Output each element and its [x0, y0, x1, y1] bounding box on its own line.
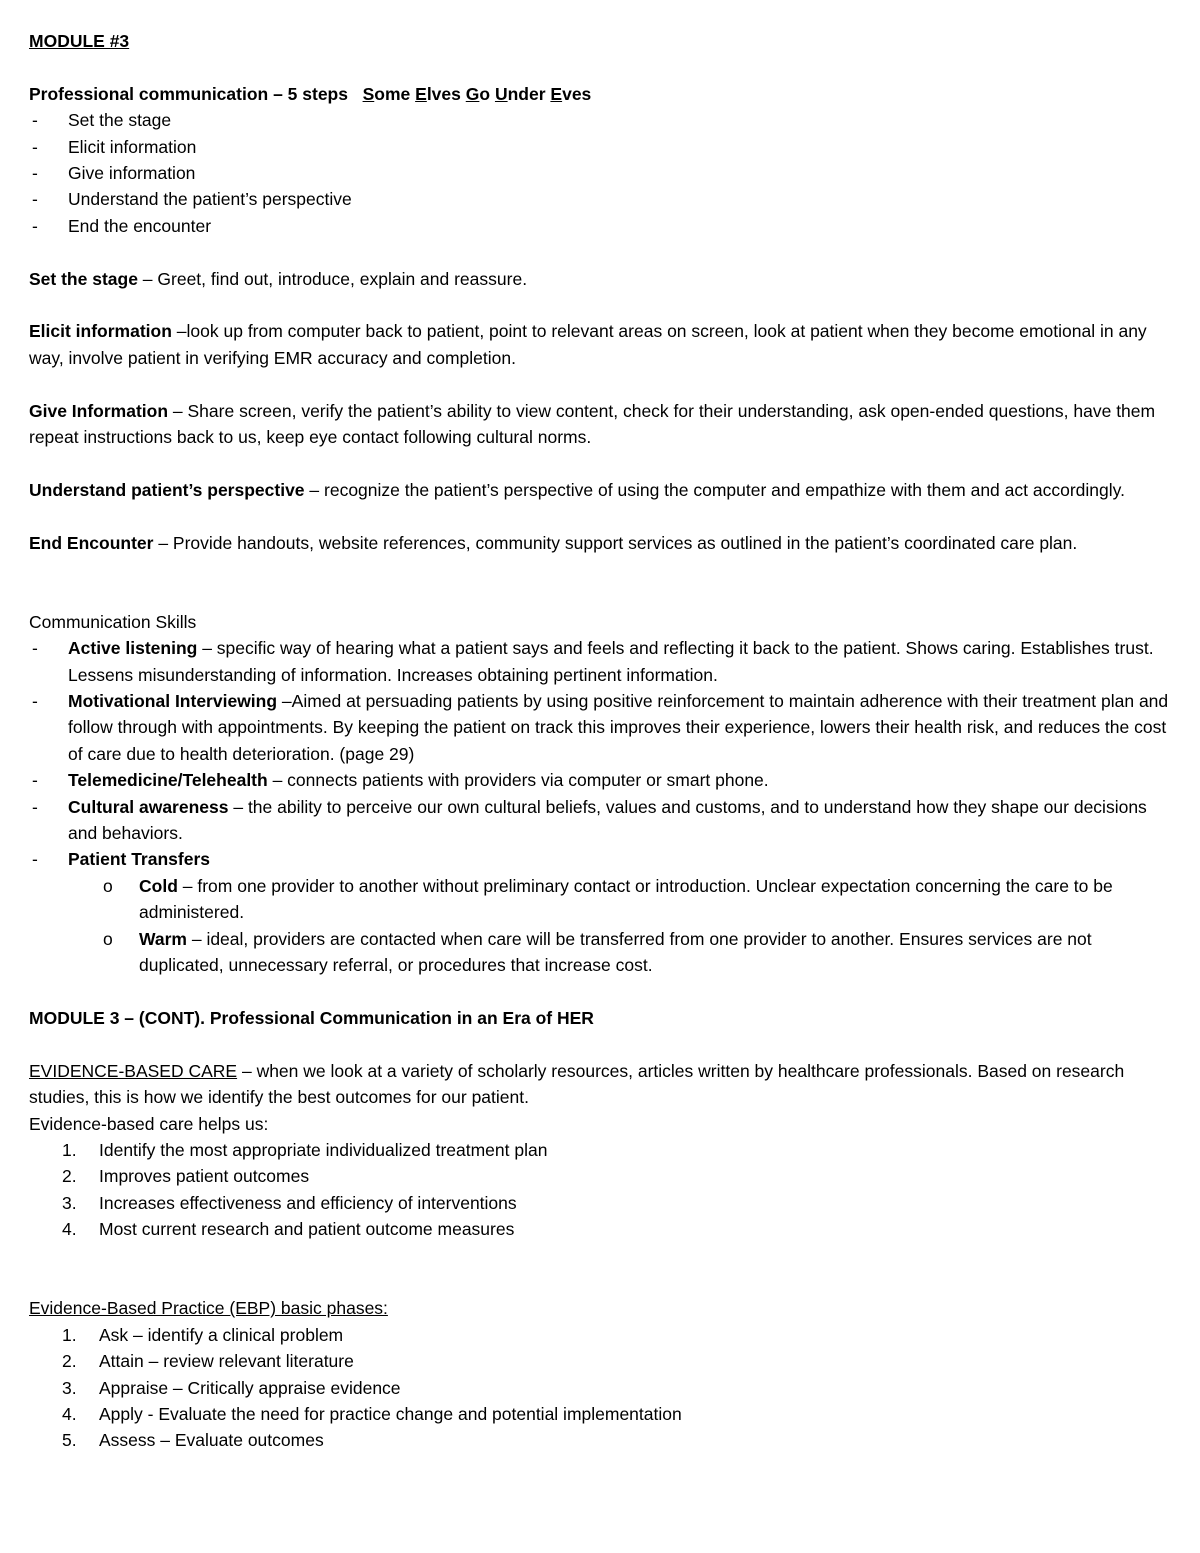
list-item: - Cultural awareness – the ability to perceive our own cultural beliefs, values and customs, and to understand how they shape our decisions and behaviors.: [32, 796, 1147, 844]
list-item: 5. Assess – Evaluate outcomes: [62, 1430, 324, 1451]
list-item: o Warm – ideal, providers are contacted when care will be transferred from one provider to another. Ensures services are not duplicated, unnecessary referral, or procedures that increase cost.: [103, 928, 1092, 976]
list-item: - Active listening – specific way of hearing what a patient says and feels and reflecting it back to the patient. Shows caring. Establishes trust. Lessens misunderstanding of information. Increases obtaining pertinent information.: [32, 638, 1154, 685]
steps-list: [29, 107, 1179, 239]
list-item: - End the encounter: [32, 215, 212, 236]
definition-end-encounter: End Encounter – Provide handouts, website references, community support services as outlined in the patient’s coordinated care plan.: [29, 532, 1078, 553]
comm-skills-heading: Communication Skills: [29, 611, 197, 632]
list-item: - Patient Transfers: [32, 849, 210, 870]
ebp-heading: Evidence-Based Practice (EBP) basic phases:: [29, 1298, 388, 1319]
module-title: MODULE #3: [29, 31, 130, 51]
list-item: - Motivational Interviewing –Aimed at persuading patients by using positive reinforcement to maintain adherence with their treatment plan and follow through with appointments. By keeping the patient on track this improves their experience, lowers their health risk, and reduces the cost of care due to health deterioration. (page 29): [32, 691, 1169, 764]
list-item: - Telemedicine/Telehealth – connects patients with providers via computer or smart phone.: [32, 770, 769, 791]
ebc-helps-heading: Evidence-based care helps us:: [29, 1113, 269, 1134]
transfers-list: [68, 873, 1179, 979]
list-item: 1. Ask – identify a clinical problem: [62, 1324, 344, 1345]
list-item: 4. Most current research and patient outcome measures: [62, 1219, 515, 1240]
ebc-helps-list: [29, 1137, 1179, 1243]
list-item: 4. Apply - Evaluate the need for practice change and potential implementation: [62, 1403, 682, 1424]
definition-elicit-information: Elicit information –look up from computer back to patient, point to relevant areas on screen, look at patient when they become emotional in any way, involve patient in verifying EMR accuracy and completion.: [29, 321, 1147, 368]
list-item: - Understand the patient’s perspective: [32, 189, 352, 210]
list-item: 1. Identify the most appropriate individualized treatment plan: [62, 1139, 548, 1160]
comm-skills-list: [29, 635, 1179, 873]
ebp-phases-list: [29, 1322, 1179, 1454]
list-item: o Cold – from one provider to another without preliminary contact or introduction. Unclear expectation concerning the care to be administered.: [103, 875, 1113, 923]
document-page: [29, 28, 1179, 1454]
module-cont-heading: MODULE 3 – (CONT). Professional Communication in an Era of HER: [29, 1007, 594, 1028]
list-item: 3. Increases effectiveness and efficiency of interventions: [62, 1192, 517, 1213]
definition-understand-perspective: Understand patient’s perspective – recognize the patient’s perspective of using the computer and empathize with them and act accordingly.: [29, 479, 1125, 500]
definition-give-information: Give Information – Share screen, verify the patient’s ability to view content, check for their understanding, ask open-ended questions, have them repeat instructions back to us, keep eye contact following cultural norms.: [29, 400, 1156, 448]
list-item: 3. Appraise – Critically appraise evidence: [62, 1377, 401, 1398]
prof-comm-heading: Professional communication – 5 steps Some Elves Go Under Eves: [29, 83, 592, 104]
mnemonic: Some Elves Go Under Eves: [362, 83, 592, 104]
list-item: 2. Improves patient outcomes: [62, 1166, 310, 1187]
definition-set-the-stage: Set the stage – Greet, find out, introduce, explain and reassure.: [29, 268, 528, 289]
list-item: - Give information: [32, 163, 196, 184]
ebc-definition: EVIDENCE-BASED CARE – when we look at a variety of scholarly resources, articles written by healthcare professionals. Based on research studies, this is how we identify the best outcomes for our patient.: [29, 1060, 1125, 1108]
list-item: - Elicit information: [32, 136, 197, 157]
list-item: - Set the stage: [32, 110, 172, 131]
list-item: 2. Attain – review relevant literature: [62, 1351, 354, 1372]
